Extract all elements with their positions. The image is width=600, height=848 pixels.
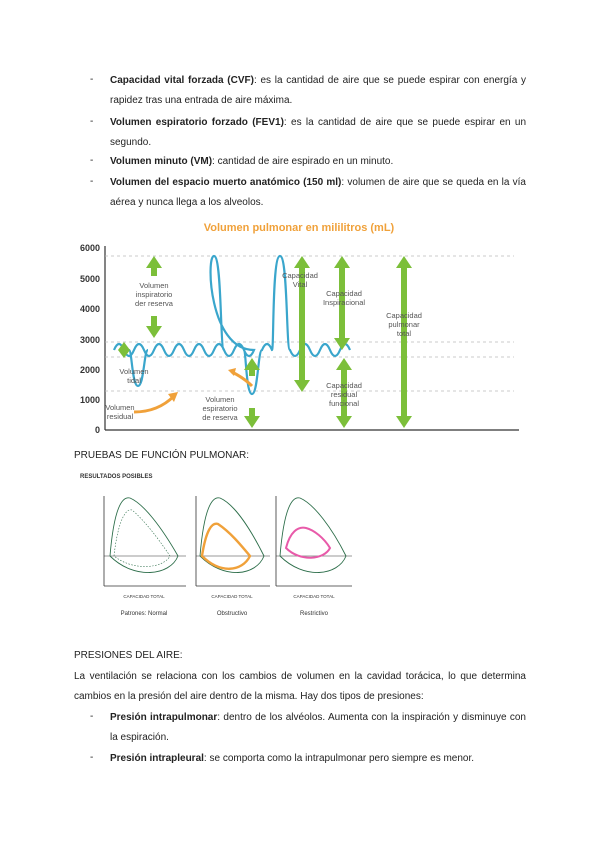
- bullet-text: : es la cantidad de aire que se puede espirar con energía y: [253, 75, 526, 86]
- y-tick: 0: [94, 425, 100, 435]
- label-residual: residual: [106, 412, 134, 421]
- y-tick: 4000: [79, 304, 100, 314]
- bullet-dash: -: [90, 116, 94, 127]
- bullet-vm-line1: [110, 155, 393, 169]
- panel-xlabel: CAPACIDAD TOTAL: [293, 594, 335, 599]
- panel-obstructive: [196, 496, 270, 617]
- arrow-down: [334, 338, 350, 350]
- panel-normal: [104, 496, 186, 617]
- arrow-down: [396, 416, 412, 428]
- arrow-down: [146, 316, 162, 338]
- bullet-intrapleural-line1: [110, 752, 474, 766]
- bullet-term: Capacidad vital forzada (CVF): [110, 75, 254, 86]
- bullet-text: : dentro de los alvéolos. Aumenta con la inspiración y disminuye con: [217, 712, 526, 723]
- flow-volume-chart: [74, 468, 364, 620]
- label-insp: Capacidad: [326, 289, 362, 298]
- orange-arrow: [134, 396, 174, 412]
- label-total: total: [396, 329, 412, 338]
- label-frc: residual: [330, 390, 358, 399]
- bullet-dash: -: [90, 74, 94, 85]
- section-heading-pressures: PRESIONES DEL AIRE:: [74, 650, 183, 661]
- bullet-dead-space-line2: aérea y nunca llega a los alveolos.: [110, 197, 264, 208]
- panel-label: Obstructivo: [216, 611, 248, 617]
- lung-volume-chart: [74, 216, 524, 438]
- bullet-dead-space-line1: [110, 176, 526, 190]
- panel-xlabel: CAPACIDAD TOTAL: [123, 594, 165, 599]
- paragraph-line2: cambios en la presión del aire dentro de la misma. Hay dos tipos de presiones:: [74, 691, 424, 702]
- arrow-down: [294, 380, 310, 392]
- bullet-cvf-line2: rapidez tras una entrada de aire máxima.: [110, 95, 293, 106]
- label-vital: Capacidad: [282, 271, 318, 280]
- arrow-up: [146, 256, 162, 276]
- arrow-down: [244, 408, 260, 428]
- label-irv: inspiratorio: [135, 290, 173, 299]
- bullet-cvf-line1: [110, 74, 526, 88]
- paragraph-line1: La ventilación se relaciona con los cambios de volumen en la cavidad torácica, lo que determina: [74, 671, 526, 682]
- bullet-fev1-line2: segundo.: [110, 137, 152, 148]
- bullet-term: Volumen espiratorio forzado (FEV1): [110, 117, 284, 128]
- label-erv: espiratorio: [202, 404, 238, 413]
- panel-label: Patrones: Normal: [120, 611, 168, 617]
- bullet-text: : se comporta como la intrapulmonar pero siempre es menor.: [203, 753, 475, 764]
- bullet-text: : es la cantidad de aire que se puede espirar en un: [283, 117, 527, 128]
- label-total: pulmonar: [388, 320, 420, 329]
- chart-title: Volumen pulmonar en mililitros (mL): [203, 222, 395, 234]
- y-tick: 2000: [79, 365, 100, 375]
- label-irv: Volumen: [139, 281, 169, 290]
- label-frc: funcional: [328, 399, 360, 408]
- label-frc: Capacidad: [326, 381, 362, 390]
- y-tick: 5000: [79, 274, 100, 284]
- arrow-down: [336, 416, 352, 428]
- bullet-dash: -: [90, 176, 94, 187]
- bullet-term: Volumen del espacio muerto anatómico (150 ml): [110, 177, 342, 188]
- bullet-fev1-line1: [110, 116, 526, 130]
- bullet-text: : cantidad de aire espirado en un minuto.: [212, 156, 394, 167]
- label-erv: de reserva: [202, 413, 238, 422]
- panel-label: Restrictivo: [299, 611, 329, 617]
- bullet-dash: -: [90, 752, 94, 763]
- label-irv: der reserva: [135, 299, 173, 308]
- label-erv: Volumen: [205, 395, 235, 404]
- figure-caption: RESULTADOS POSIBLES: [80, 474, 153, 480]
- bullet-term: Presión intrapleural: [110, 753, 204, 764]
- y-tick: 1000: [79, 395, 100, 405]
- panel-xlabel: CAPACIDAD TOTAL: [211, 594, 253, 599]
- y-tick: 6000: [79, 243, 100, 253]
- bullet-intrapulmonar-line1: [110, 711, 526, 725]
- bullet-dash: -: [90, 711, 94, 722]
- bullet-term: Volumen minuto (VM): [110, 156, 213, 167]
- y-tick: 3000: [79, 335, 100, 345]
- panel-restrictive: [276, 496, 352, 617]
- label-vital: Vital: [292, 280, 308, 289]
- label-residual: Volumen: [105, 403, 135, 412]
- label-tidal: Volumen: [119, 367, 149, 376]
- bullet-text: : volumen de aire que se queda en la vía: [341, 177, 526, 188]
- bullet-dash: -: [90, 155, 94, 166]
- bullet-intrapulmonar-line2: la espiración.: [110, 732, 169, 743]
- label-insp: Inspiracional: [322, 298, 366, 307]
- label-total: Capacidad: [386, 311, 422, 320]
- bullet-term: Presión intrapulmonar: [110, 712, 218, 723]
- label-tidal: tidal: [127, 376, 141, 385]
- section-heading-pft: PRUEBAS DE FUNCIÓN PULMONAR:: [74, 450, 250, 461]
